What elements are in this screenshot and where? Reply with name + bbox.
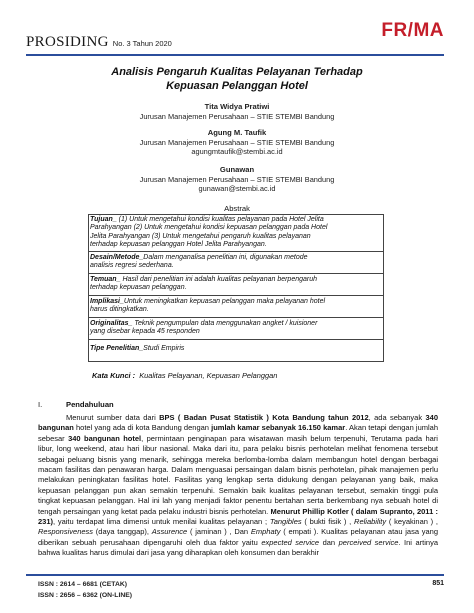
section-number: I.	[38, 400, 43, 409]
abstract-text: Hasil dari penelitian ini adalah kualitas pelayanan berpengaruh	[122, 276, 318, 283]
body-text: Menurut sumber data dari	[66, 413, 156, 422]
abstract-text: Teknik pengumpulan data menggunakan angket / kuisioner	[134, 320, 318, 327]
body-italic: expected service	[261, 537, 320, 547]
body-italic: Assurence	[151, 527, 188, 537]
abstract-head: Tipe Penelitian_	[90, 345, 144, 352]
body-text: . Akan tetapi dengan jumlah sebesar	[38, 423, 439, 443]
body-paragraph	[38, 413, 438, 559]
body-text: , yaitu terdapat lima dimensi untuk menilai kualitas pelayanan ;	[53, 517, 268, 527]
author-block-3	[0, 165, 474, 194]
abstract-text: Studi Empiris	[143, 345, 185, 352]
abstract-divider	[88, 273, 384, 274]
abstract-text: Jelita Parahyangan (3) Untuk mengetahui pengaruh kualitas pelayanan	[90, 232, 311, 240]
body-bold: BPS ( Badan Pusat Statistik ) Kota Bandung tahun 2012	[159, 413, 369, 422]
author-name: Agung M. Taufik	[207, 128, 267, 137]
body-italic: Reliability	[354, 517, 387, 527]
author-affiliation: Jurusan Manajemen Perusahaan – STIE STEMBI Bandung	[139, 174, 335, 184]
author-name: Tita Widya Pratiwi	[204, 102, 270, 111]
abstract-desain	[90, 254, 382, 271]
abstract-head: Originalitas_	[90, 320, 133, 327]
body-text: ( empati ). Kualitas pelayanan atau jasa yang diberikan sebuah perusahaan dipengaruhi oleh dua faktor yaitu	[38, 527, 439, 547]
body-text: dan	[322, 537, 336, 547]
abstract-text: Parahyangan (2) Untuk mengetahui kondisi kepuasan pelanggan pada Hotel	[90, 224, 328, 232]
body-bold: 340 bangunan	[38, 413, 438, 433]
abstract-divider	[88, 295, 384, 296]
author-email: gunawan@stembi.ac.id	[198, 184, 276, 193]
abstract-tipe	[90, 345, 382, 353]
abstract-label: Abstrak	[224, 204, 250, 213]
keywords-label: Kata Kunci :	[92, 371, 136, 380]
abstract-text: harus ditingkatkan.	[90, 306, 149, 314]
abstract-text: (1) Untuk mengetahui kondisi kualitas pelayanan pada Hotel Jelita	[118, 216, 324, 223]
body-italic: Responsiveness	[38, 527, 94, 537]
body-italic: Emphaty	[250, 527, 281, 537]
author-block-1	[0, 102, 474, 121]
author-block-2	[0, 128, 474, 157]
body-italic: Tangibles	[269, 517, 302, 527]
abstract-text: terhadap kepuasan pelanggan.	[90, 284, 187, 292]
body-text: ( bukti fisik ) ,	[304, 517, 352, 527]
abstract-divider	[88, 251, 384, 252]
body-text: ( jaminan ) , Dan	[189, 527, 249, 537]
body-text: hotel yang ada di kota Bandung dengan	[76, 423, 209, 433]
body-text: , ada sebanyak	[368, 413, 423, 422]
author-email: agungmtaufik@stembi.ac.id	[191, 147, 283, 156]
author-name: Gunawan	[219, 165, 255, 174]
section-heading	[38, 400, 114, 409]
abstract-tujuan	[90, 216, 382, 250]
abstract-head: Implikasi_	[90, 298, 124, 305]
abstract-temuan	[90, 276, 382, 293]
journal-name	[26, 34, 172, 51]
issue-label: No. 3 Tahun 2020	[112, 39, 172, 48]
prosiding-label: PROSIDING	[26, 34, 109, 50]
abstract-divider	[88, 317, 384, 318]
page-number: 851	[432, 580, 444, 587]
abstract-implikasi	[90, 298, 382, 315]
abstract-originalitas	[90, 320, 382, 337]
body-bold: 340 bangunan hotel	[68, 433, 142, 443]
paper-title-line2: Kepuasan Pelanggan Hotel	[166, 80, 308, 92]
body-italic: perceived service	[338, 537, 399, 547]
paper-title-line1: Analisis Pengaruh Kualitas Pelayanan Terhadap	[111, 66, 363, 78]
author-affiliation: Jurusan Manajemen Perusahaan – STIE STEMBI Bandung	[139, 111, 335, 121]
abstract-head: Temuan_	[90, 276, 121, 283]
body-bold: Menurut Phillip Kotler ( dalam Supranto, 2011 : 231)	[38, 506, 438, 527]
header-rule	[26, 54, 444, 56]
abstract-head: Tujuan_	[90, 216, 117, 223]
body-text: (daya tanggap),	[95, 527, 150, 537]
abstract-text: terhadap kepuasan pelanggan Hotel Jelita Parahyangan.	[90, 241, 267, 249]
footer-rule	[26, 574, 444, 576]
body-text: , permintaan penginapan para wisatawan masih belum terpenuhi, Terutama pada hari libur, long weekend, atau hari libur nasional. Maka dari itu, para pelaku bisnis perhotelan melihat fenomena tersebut sebagai peluang bisnis yang menarik, sehingga mereka berlomba-lomba dalam membangun hotel dengan berbagai macam fasilitas dan penawaran harga. Dalam menguasai persaingan dalam bisnis perhotelan, pihak manajemen perlu melakukan peningkatan fasilitas hotel. Fasilitas yang lengkap serta didukung dengan pelayanan yang baik, maka kepuasan pelanggan pun akan semakin terpenuhi. Semakin baik kualitas pelayanan tersebut, semakin tinggi pula tingkat kepuasan pelanggan. Hal ini lah yang menjadi faktor penentu bertahan serta berkembang nya sebuah hotel di tengah persaingan yang ketat pada pelaku industri bisnis perhotelan.	[38, 433, 438, 516]
issn-print: ISSN : 2614 – 6681 (CETAK)	[38, 581, 128, 588]
abstract-divider	[88, 339, 384, 340]
abstract-text: Untuk meningkatkan kepuasan pelanggan maka pelayanan hotel	[123, 298, 326, 305]
abstract-text: analisis regresi sederhana.	[90, 262, 174, 270]
logo-text: FR/MA	[381, 20, 444, 41]
section-title: Pendahuluan	[66, 400, 114, 409]
keywords	[92, 371, 277, 380]
body-text: ( keyakinan ) ,	[388, 517, 439, 527]
abstract-head: Desain/Metode_	[90, 254, 144, 261]
frima-logo	[358, 20, 444, 50]
abstract-text: Dalam menganalisa penelitian ini, digunakan metode	[143, 254, 308, 261]
keywords-value: Kualitas Pelayanan, Kepuasan Pelanggan	[139, 371, 278, 380]
author-affiliation: Jurusan Manajemen Perusahaan – STIE STEMBI Bandung	[139, 137, 335, 147]
abstract-text: yang disebar kepada 45 responden	[90, 328, 200, 336]
body-text: . Ini artinya bahwa kualitas harus dimulai dari jasa yang diharapkan oleh konsumen dan berakhir	[38, 537, 438, 558]
body-bold: jumlah kamar sebanyak 16.150 kamar	[211, 423, 346, 433]
issn-online: ISSN : 2656 – 6362 (ON-LINE)	[38, 592, 133, 599]
